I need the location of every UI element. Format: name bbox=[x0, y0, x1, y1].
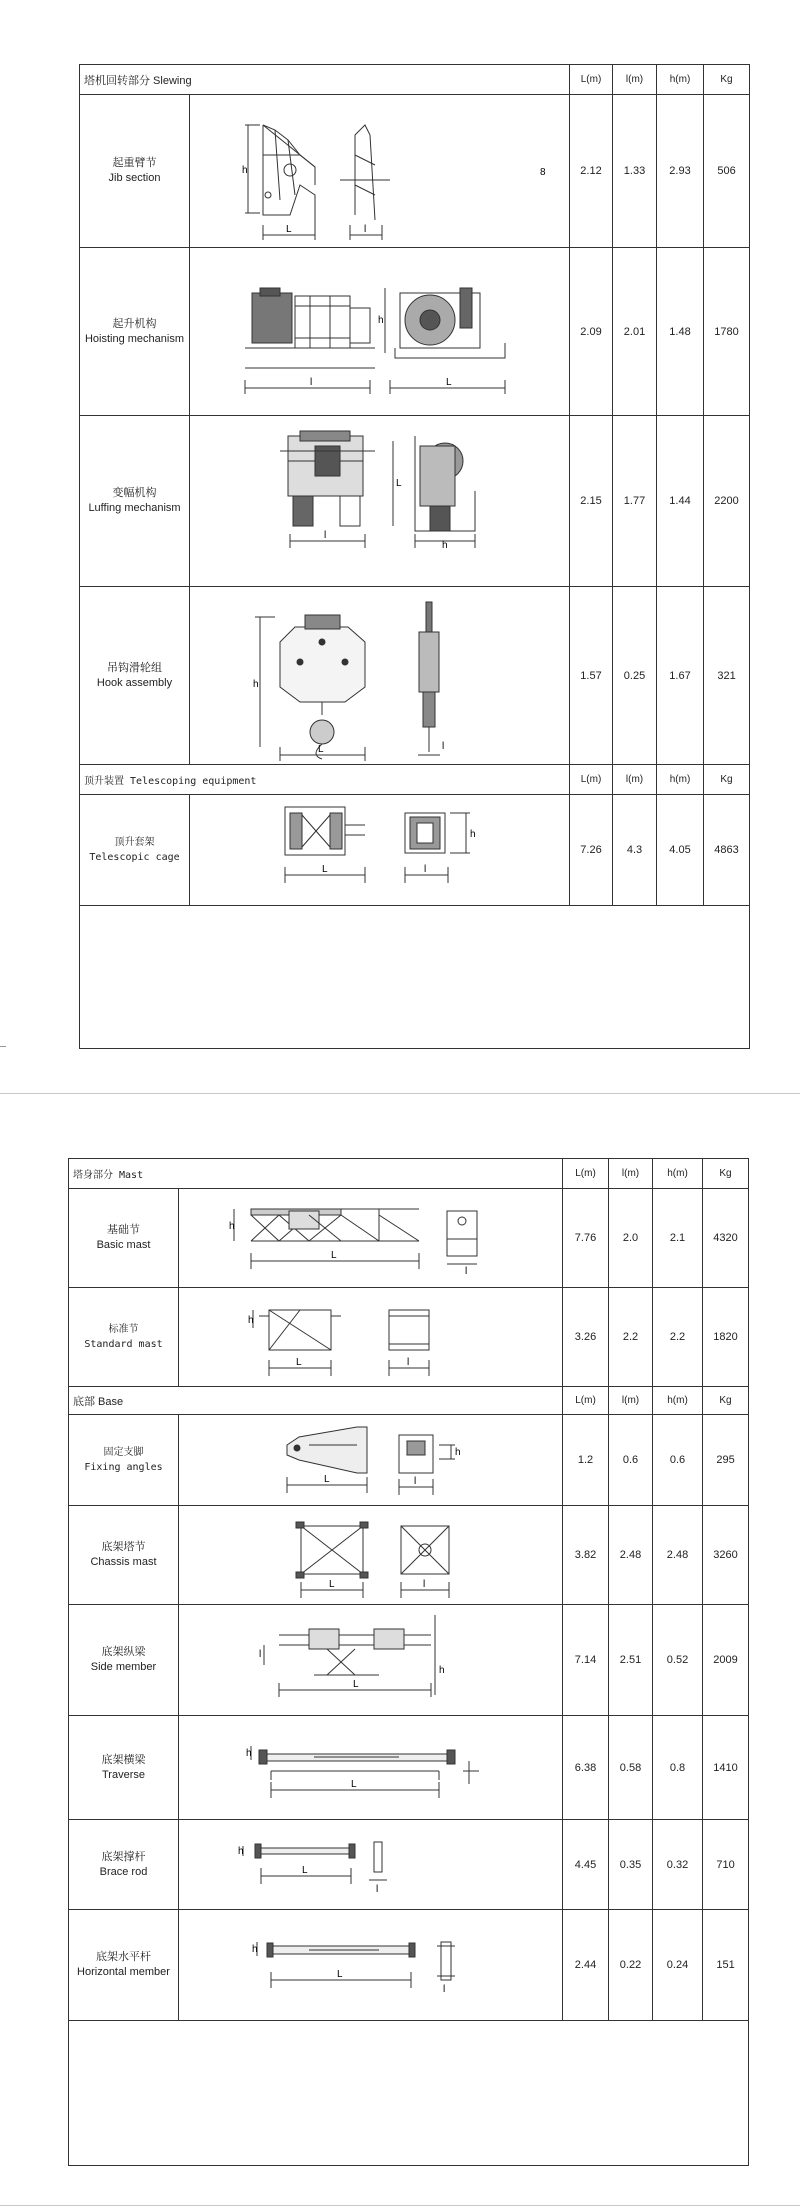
name-en: Standard mast bbox=[84, 1339, 163, 1350]
brace-rod-sketch bbox=[179, 1820, 563, 1909]
value-l: 4.3 bbox=[613, 795, 657, 906]
telescopic-cage-sketch bbox=[190, 795, 570, 905]
value-h: 2.93 bbox=[657, 95, 704, 248]
header-L: L(m) bbox=[563, 1159, 609, 1189]
name-en: Chassis mast bbox=[90, 1556, 157, 1568]
dim-L: L bbox=[324, 1474, 330, 1485]
header-kg: Kg bbox=[703, 1387, 749, 1415]
traverse-drawing bbox=[179, 1716, 563, 1820]
table-row bbox=[80, 95, 750, 248]
table-row bbox=[80, 587, 750, 765]
value-kg: 2200 bbox=[704, 416, 750, 587]
jib-section-drawing bbox=[190, 95, 570, 248]
value-kg: 4320 bbox=[703, 1189, 749, 1288]
margin-mark bbox=[0, 1046, 6, 1047]
dim-h: h bbox=[246, 1748, 252, 1759]
dim-l: l bbox=[424, 864, 427, 875]
value-L: 1.2 bbox=[563, 1415, 609, 1506]
name-zh: 底架水平杆 bbox=[96, 1951, 151, 1963]
component-name bbox=[80, 795, 190, 906]
horizontal-member-drawing bbox=[179, 1910, 563, 2021]
header-l: l(m) bbox=[613, 65, 657, 95]
header-h: h(m) bbox=[657, 765, 704, 795]
name-en: Telescopic cage bbox=[89, 852, 180, 863]
dim-h: h bbox=[442, 540, 448, 551]
dim-L: L bbox=[329, 1579, 335, 1590]
table-row bbox=[69, 1506, 749, 1605]
value-L: 2.09 bbox=[570, 248, 613, 416]
section-title: 塔身部分 Mast bbox=[69, 1159, 563, 1189]
brace-rod-drawing bbox=[179, 1820, 563, 1910]
section-header-telescoping bbox=[80, 765, 750, 795]
value-l: 0.6 bbox=[609, 1415, 653, 1506]
horizontal-member-sketch bbox=[179, 1910, 563, 2020]
page-separator bbox=[0, 2205, 800, 2206]
dim-L: L bbox=[296, 1357, 302, 1368]
value-l: 0.22 bbox=[609, 1910, 653, 2021]
name-zh: 基础节 bbox=[107, 1224, 140, 1236]
page-separator bbox=[0, 1093, 800, 1094]
component-name bbox=[69, 1605, 179, 1716]
name-zh: 底架塔节 bbox=[101, 1541, 146, 1553]
luffing-mechanism-sketch bbox=[190, 416, 570, 586]
page-2 bbox=[0, 1095, 800, 2211]
dim-h: h bbox=[378, 315, 384, 326]
dim-l: l bbox=[423, 1579, 426, 1590]
dim-L: L bbox=[331, 1250, 337, 1261]
header-h: h(m) bbox=[653, 1387, 703, 1415]
section-header-mast bbox=[69, 1159, 749, 1189]
value-kg: 3260 bbox=[703, 1506, 749, 1605]
value-L: 1.57 bbox=[570, 587, 613, 765]
name-en: Basic mast bbox=[96, 1239, 151, 1251]
slewing-spec-table bbox=[79, 64, 750, 1049]
standard-mast-drawing bbox=[179, 1288, 563, 1387]
header-kg: Kg bbox=[703, 1159, 749, 1189]
value-l: 2.48 bbox=[609, 1506, 653, 1605]
chassis-mast-sketch bbox=[179, 1506, 563, 1604]
table-row bbox=[69, 1910, 749, 2021]
hoisting-mechanism-drawing bbox=[190, 248, 570, 416]
value-kg: 710 bbox=[703, 1820, 749, 1910]
chassis-mast-drawing bbox=[179, 1506, 563, 1605]
basic-mast-sketch bbox=[179, 1189, 563, 1287]
name-en: Luffing mechanism bbox=[88, 502, 181, 514]
header-h: h(m) bbox=[653, 1159, 703, 1189]
hook-assembly-sketch bbox=[190, 587, 570, 764]
header-h: h(m) bbox=[657, 65, 704, 95]
value-L: 2.12 bbox=[570, 95, 613, 248]
header-L: L(m) bbox=[570, 765, 613, 795]
table-row bbox=[69, 1288, 749, 1387]
component-name bbox=[80, 95, 190, 248]
name-zh: 起重臂节 bbox=[112, 157, 157, 169]
component-name bbox=[69, 1506, 179, 1605]
hook-assembly-drawing bbox=[190, 587, 570, 765]
name-en: Brace rod bbox=[99, 1865, 148, 1878]
dim-L: L bbox=[353, 1679, 359, 1690]
header-l: l(m) bbox=[609, 1159, 653, 1189]
section-title: 塔机回转部分 Slewing bbox=[80, 65, 570, 95]
value-h: 0.32 bbox=[653, 1820, 703, 1910]
dim-L: L bbox=[322, 864, 328, 875]
value-l: 1.33 bbox=[613, 95, 657, 248]
value-L: 7.76 bbox=[563, 1189, 609, 1288]
value-l: 2.0 bbox=[609, 1189, 653, 1288]
empty-cell bbox=[69, 2021, 749, 2166]
jib-section-sketch bbox=[190, 95, 570, 247]
value-kg: 321 bbox=[704, 587, 750, 765]
value-L: 3.26 bbox=[563, 1288, 609, 1387]
dim-L: L bbox=[318, 744, 324, 755]
name-en: Traverse bbox=[102, 1768, 145, 1781]
value-kg: 295 bbox=[703, 1415, 749, 1506]
header-l: l(m) bbox=[613, 765, 657, 795]
side-member-sketch bbox=[179, 1605, 563, 1715]
table-row bbox=[69, 1716, 749, 1820]
value-kg: 506 bbox=[704, 95, 750, 248]
dim-l: l bbox=[324, 530, 327, 541]
value-l: 2.2 bbox=[609, 1288, 653, 1387]
dim-h: h bbox=[248, 1315, 254, 1326]
name-zh: 标准节 bbox=[108, 1324, 139, 1335]
dim-L: L bbox=[446, 377, 452, 388]
value-h: 0.6 bbox=[653, 1415, 703, 1506]
component-name bbox=[69, 1716, 179, 1820]
traverse-sketch bbox=[179, 1716, 563, 1819]
name-zh: 固定支脚 bbox=[103, 1447, 144, 1458]
value-h: 0.8 bbox=[653, 1716, 703, 1820]
fixing-angles-sketch bbox=[179, 1415, 563, 1505]
dim-l: l bbox=[376, 1884, 379, 1895]
value-kg: 1410 bbox=[703, 1716, 749, 1820]
value-l: 0.35 bbox=[609, 1820, 653, 1910]
dim-l: l bbox=[364, 224, 367, 235]
empty-block bbox=[80, 906, 750, 1049]
dim-h: h bbox=[238, 1846, 244, 1857]
value-kg: 4863 bbox=[704, 795, 750, 906]
component-name bbox=[69, 1189, 179, 1288]
name-zh: 底架纵梁 bbox=[101, 1646, 146, 1658]
dim-h: h bbox=[252, 1944, 258, 1955]
standard-mast-sketch bbox=[179, 1288, 563, 1386]
fixing-angles-drawing bbox=[179, 1415, 563, 1506]
name-zh: 变幅机构 bbox=[112, 487, 157, 499]
name-en: Horizontal member bbox=[77, 1966, 170, 1978]
dim-L: L bbox=[396, 478, 402, 489]
header-kg: Kg bbox=[704, 65, 750, 95]
side-member-drawing bbox=[179, 1605, 563, 1716]
value-l: 2.01 bbox=[613, 248, 657, 416]
name-en: Side member bbox=[90, 1661, 157, 1673]
name-zh: 底架横梁 bbox=[101, 1753, 146, 1766]
empty-cell bbox=[80, 906, 750, 1049]
name-en: Jib section bbox=[108, 172, 161, 184]
dim-L: L bbox=[286, 224, 292, 235]
value-L: 2.44 bbox=[563, 1910, 609, 2021]
name-en: Hoisting mechanism bbox=[84, 332, 185, 345]
name-en: Fixing angles bbox=[84, 1462, 163, 1473]
component-name bbox=[80, 416, 190, 587]
dim-h: h bbox=[229, 1221, 235, 1232]
dim-h: h bbox=[253, 679, 259, 690]
value-h: 4.05 bbox=[657, 795, 704, 906]
value-L: 7.14 bbox=[563, 1605, 609, 1716]
value-l: 0.25 bbox=[613, 587, 657, 765]
hoisting-mechanism-sketch bbox=[190, 248, 570, 415]
table-row bbox=[80, 416, 750, 587]
dim-l: l bbox=[443, 1984, 446, 1995]
value-kg: 151 bbox=[703, 1910, 749, 2021]
value-L: 2.15 bbox=[570, 416, 613, 587]
table-row bbox=[80, 248, 750, 416]
value-l: 2.51 bbox=[609, 1605, 653, 1716]
value-h: 2.2 bbox=[653, 1288, 703, 1387]
table-row bbox=[80, 795, 750, 906]
section-title: 底部 Base bbox=[69, 1387, 563, 1415]
component-name bbox=[69, 1910, 179, 2021]
value-L: 6.38 bbox=[563, 1716, 609, 1820]
component-name bbox=[80, 248, 190, 416]
dim-l: l bbox=[465, 1266, 468, 1277]
dim-l: l bbox=[442, 741, 445, 752]
table-row bbox=[69, 1415, 749, 1506]
section-title: 顶升装置 Telescoping equipment bbox=[80, 765, 570, 795]
name-zh: 底架撑杆 bbox=[101, 1850, 146, 1863]
page-1 bbox=[0, 0, 800, 1095]
header-l: l(m) bbox=[609, 1387, 653, 1415]
header-L: L(m) bbox=[570, 65, 613, 95]
note-number: 8 bbox=[540, 167, 546, 178]
header-kg: Kg bbox=[704, 765, 750, 795]
value-L: 4.45 bbox=[563, 1820, 609, 1910]
dim-h: h bbox=[470, 829, 476, 840]
dim-l: l bbox=[259, 1649, 262, 1660]
dim-l: l bbox=[414, 1476, 417, 1487]
value-kg: 2009 bbox=[703, 1605, 749, 1716]
value-h: 2.48 bbox=[653, 1506, 703, 1605]
value-L: 3.82 bbox=[563, 1506, 609, 1605]
dim-l: l bbox=[310, 377, 313, 388]
name-zh: 起升机构 bbox=[112, 317, 157, 330]
value-h: 1.67 bbox=[657, 587, 704, 765]
header-L: L(m) bbox=[563, 1387, 609, 1415]
name-en: Hook assembly bbox=[96, 676, 173, 689]
table-row bbox=[69, 1820, 749, 1910]
value-h: 1.44 bbox=[657, 416, 704, 587]
section-header-slewing bbox=[80, 65, 750, 95]
value-h: 0.24 bbox=[653, 1910, 703, 2021]
value-kg: 1780 bbox=[704, 248, 750, 416]
name-zh: 顶升套架 bbox=[114, 837, 155, 848]
value-h: 2.1 bbox=[653, 1189, 703, 1288]
section-header-base bbox=[69, 1387, 749, 1415]
value-l: 1.77 bbox=[613, 416, 657, 587]
value-l: 0.58 bbox=[609, 1716, 653, 1820]
value-kg: 1820 bbox=[703, 1288, 749, 1387]
dim-L: L bbox=[337, 1969, 343, 1980]
empty-block bbox=[69, 2021, 749, 2166]
dim-h: h bbox=[439, 1665, 445, 1676]
value-L: 7.26 bbox=[570, 795, 613, 906]
basic-mast-drawing bbox=[179, 1189, 563, 1288]
table-row bbox=[69, 1189, 749, 1288]
mast-base-spec-table bbox=[68, 1158, 749, 2166]
table-row bbox=[69, 1605, 749, 1716]
value-h: 0.52 bbox=[653, 1605, 703, 1716]
dim-L: L bbox=[302, 1865, 308, 1876]
telescopic-cage-drawing bbox=[190, 795, 570, 906]
dim-l: l bbox=[407, 1357, 410, 1368]
dim-h: h bbox=[242, 165, 248, 176]
component-name bbox=[69, 1820, 179, 1910]
name-zh: 吊钩滑轮组 bbox=[107, 661, 162, 674]
luffing-mechanism-drawing bbox=[190, 416, 570, 587]
dim-L: L bbox=[351, 1779, 357, 1790]
value-h: 1.48 bbox=[657, 248, 704, 416]
dim-h: h bbox=[455, 1447, 461, 1458]
component-name bbox=[80, 587, 190, 765]
component-name bbox=[69, 1415, 179, 1506]
component-name bbox=[69, 1288, 179, 1387]
